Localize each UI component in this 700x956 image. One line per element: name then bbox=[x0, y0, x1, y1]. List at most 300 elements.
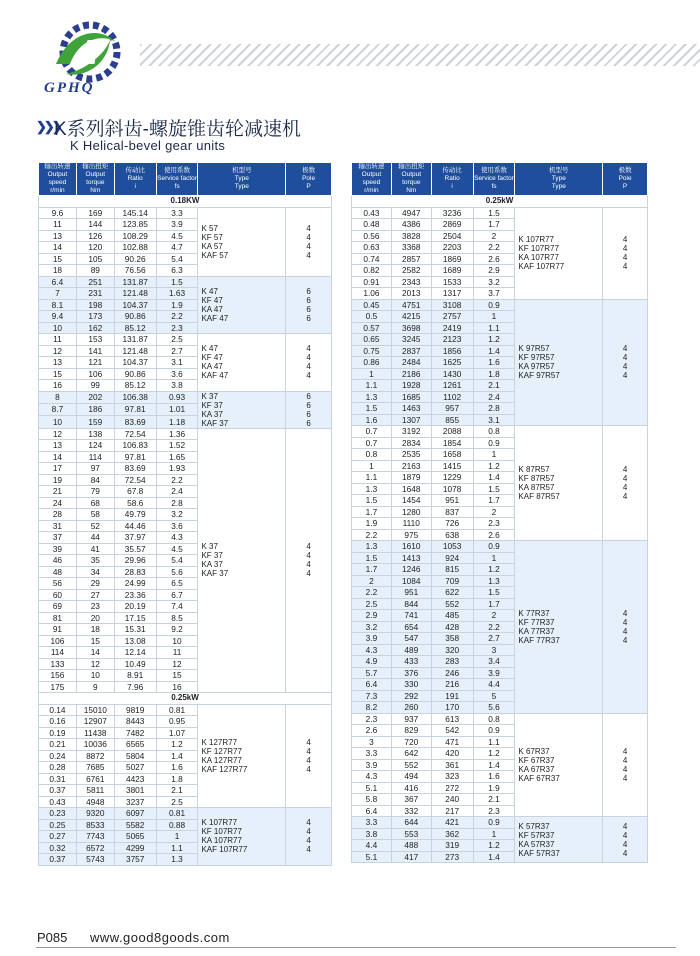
table-cell: 202 bbox=[76, 391, 114, 403]
table-cell: 323 bbox=[431, 771, 473, 783]
table-cell: 138 bbox=[76, 428, 114, 440]
pole-value: 4 bbox=[622, 848, 628, 858]
table-cell: 5027 bbox=[114, 762, 156, 774]
type-label: KF 127R77 bbox=[201, 746, 242, 756]
table-cell: 6.5 bbox=[156, 578, 198, 590]
table-cell: 332 bbox=[391, 805, 431, 817]
table-row bbox=[352, 299, 648, 311]
table-cell: 1.5 bbox=[473, 207, 515, 219]
table-cell: 3.2 bbox=[156, 509, 198, 521]
table-cell: 1317 bbox=[431, 288, 473, 300]
pole-value: 6 bbox=[306, 295, 311, 305]
table-cell: 133 bbox=[39, 658, 77, 670]
table-cell: 1.5 bbox=[352, 495, 392, 507]
table-cell: 1.4 bbox=[473, 472, 515, 484]
pole-value: 4 bbox=[622, 830, 628, 840]
type-label: KA 57R37 bbox=[518, 839, 555, 849]
table-cell: 1.01 bbox=[156, 403, 198, 415]
table-cell: 320 bbox=[431, 644, 473, 656]
table-cell: 4948 bbox=[76, 796, 114, 808]
type-label: KAF 87R57 bbox=[518, 492, 560, 501]
table-cell: 2123 bbox=[431, 334, 473, 346]
table-cell: 9819 bbox=[114, 704, 156, 716]
pole-value: 6 bbox=[306, 286, 311, 296]
table-cell: 0.16 bbox=[39, 716, 77, 728]
pole-value: 4 bbox=[306, 344, 311, 354]
pole-value: 4 bbox=[622, 755, 628, 765]
type-label: KA 107R77 bbox=[518, 253, 559, 262]
type-label: K 57 bbox=[201, 223, 218, 233]
table-cell: 367 bbox=[391, 794, 431, 806]
table-cell: 2757 bbox=[431, 311, 473, 323]
table-cell: 3.9 bbox=[156, 219, 198, 231]
table-cell: 0.9 bbox=[473, 817, 515, 829]
table-cell: 7743 bbox=[76, 831, 114, 843]
type-label: K 127R77 bbox=[201, 737, 238, 747]
table-cell: 3368 bbox=[391, 242, 431, 254]
pole-cell bbox=[286, 391, 332, 428]
table-cell: 1.63 bbox=[156, 288, 198, 300]
table-cell: 2.5 bbox=[156, 334, 198, 346]
type-label: KF 97R57 bbox=[518, 353, 555, 363]
table-cell: 3.1 bbox=[156, 357, 198, 369]
table-cell: 13 bbox=[39, 230, 77, 242]
table-cell: 2.7 bbox=[156, 345, 198, 357]
table-cell: 106.83 bbox=[114, 440, 156, 452]
table-cell: 0.8 bbox=[352, 449, 392, 461]
table-cell: 1413 bbox=[391, 552, 431, 564]
column-header-cn: 输出扭矩 bbox=[82, 163, 109, 170]
table-cell: 3237 bbox=[114, 796, 156, 808]
table-cell: 2 bbox=[473, 610, 515, 622]
type-cell bbox=[198, 428, 286, 693]
table-cell: 1.4 bbox=[473, 759, 515, 771]
type-cell bbox=[515, 817, 603, 863]
table-cell: 4.9 bbox=[352, 656, 392, 668]
pole-value: 4 bbox=[306, 223, 311, 233]
table-cell: 1246 bbox=[391, 564, 431, 576]
pole-value: 4 bbox=[622, 253, 628, 262]
table-cell: 121.48 bbox=[114, 288, 156, 300]
type-label: KF 47 bbox=[201, 353, 223, 363]
table-cell: 416 bbox=[391, 782, 431, 794]
table-cell: 6.4 bbox=[352, 679, 392, 691]
table-cell: 2343 bbox=[391, 276, 431, 288]
table-cell: 1.5 bbox=[156, 276, 198, 288]
table-cell: 12 bbox=[39, 345, 77, 357]
column-header bbox=[156, 163, 198, 196]
table-cell: 4423 bbox=[114, 773, 156, 785]
column-header-en: Ratio bbox=[444, 175, 460, 182]
table-cell: 0.27 bbox=[39, 831, 77, 843]
table-cell: 2.3 bbox=[352, 713, 392, 725]
pole-value: 4 bbox=[306, 362, 311, 372]
pole-value: 4 bbox=[622, 773, 628, 783]
table-cell: 5.1 bbox=[352, 782, 392, 794]
table-cell: 0.75 bbox=[352, 345, 392, 357]
pole-value: 4 bbox=[306, 371, 311, 381]
column-header-cn: 传动比 bbox=[442, 167, 462, 174]
table-cell: 72.54 bbox=[114, 474, 156, 486]
table-cell: 417 bbox=[391, 851, 431, 863]
table-cell: 0.37 bbox=[39, 785, 77, 797]
table-cell: 0.9 bbox=[473, 541, 515, 553]
table-cell: 2.1 bbox=[156, 785, 198, 797]
column-header bbox=[352, 163, 392, 196]
type-label: K 37 bbox=[201, 542, 218, 552]
table-cell: 4.3 bbox=[352, 644, 392, 656]
table-cell: 3 bbox=[473, 644, 515, 656]
pole-value: 4 bbox=[306, 827, 311, 837]
pole-cell bbox=[603, 541, 648, 714]
table-cell: 4.4 bbox=[352, 840, 392, 852]
power-section-row bbox=[39, 196, 332, 208]
table-cell: 553 bbox=[391, 828, 431, 840]
table-cell: 3698 bbox=[391, 322, 431, 334]
table-cell: 0.37 bbox=[39, 854, 77, 866]
table-cell: 28.83 bbox=[114, 566, 156, 578]
right-spec-table bbox=[351, 162, 648, 863]
table-cell: 89 bbox=[76, 265, 114, 277]
table-cell: 5.6 bbox=[156, 566, 198, 578]
pole-value: 6 bbox=[306, 400, 311, 410]
type-cell bbox=[515, 299, 603, 426]
table-cell: 14 bbox=[76, 647, 114, 659]
table-cell: 1084 bbox=[391, 575, 431, 587]
pole-cell bbox=[286, 808, 332, 866]
table-cell: 97.81 bbox=[114, 403, 156, 415]
table-cell: 0.23 bbox=[39, 808, 77, 820]
pole-value: 4 bbox=[622, 362, 628, 372]
table-cell: 13 bbox=[39, 357, 77, 369]
table-cell: 9 bbox=[76, 681, 114, 693]
table-cell: 5065 bbox=[114, 831, 156, 843]
table-cell: 2.4 bbox=[156, 486, 198, 498]
table-cell: 11 bbox=[156, 647, 198, 659]
table-cell: 4.5 bbox=[156, 543, 198, 555]
column-header-unit: r/min bbox=[364, 187, 379, 194]
table-cell: 126 bbox=[76, 230, 114, 242]
table-cell: 2 bbox=[473, 506, 515, 518]
table-cell: 3.6 bbox=[156, 520, 198, 532]
column-header-en: Pole bbox=[302, 175, 316, 182]
table-cell: 21 bbox=[39, 486, 77, 498]
type-label: KA 67R37 bbox=[518, 764, 555, 774]
table-cell: 1689 bbox=[431, 265, 473, 277]
type-label: KAF 37 bbox=[201, 418, 229, 428]
table-cell: 0.21 bbox=[39, 739, 77, 751]
table-cell: 10.49 bbox=[114, 658, 156, 670]
table-cell: 1.65 bbox=[156, 451, 198, 463]
table-cell: 358 bbox=[431, 633, 473, 645]
table-cell: 8533 bbox=[76, 819, 114, 831]
type-label: K 47 bbox=[201, 286, 218, 296]
pole-value: 4 bbox=[306, 241, 311, 251]
table-cell: 2419 bbox=[431, 322, 473, 334]
column-header bbox=[431, 163, 473, 196]
table-cell: 951 bbox=[391, 587, 431, 599]
table-cell: 1.5 bbox=[473, 587, 515, 599]
type-label: K 107R77 bbox=[518, 235, 555, 244]
table-cell: 1.7 bbox=[473, 219, 515, 231]
table-cell: 642 bbox=[391, 748, 431, 760]
chevrons-icon: ❯❯❯ bbox=[36, 119, 60, 134]
table-cell: 97.81 bbox=[114, 451, 156, 463]
table-cell: 58 bbox=[76, 509, 114, 521]
column-header-unit: i bbox=[451, 183, 453, 190]
table-cell: 49.79 bbox=[114, 509, 156, 521]
table-cell: 273 bbox=[431, 851, 473, 863]
table-cell: 83.69 bbox=[114, 416, 156, 428]
table-cell: 1.3 bbox=[156, 854, 198, 866]
pole-value: 4 bbox=[622, 821, 628, 831]
table-cell: 1.4 bbox=[473, 851, 515, 863]
table-cell: 1928 bbox=[391, 380, 431, 392]
table-cell: 169 bbox=[76, 207, 114, 219]
type-label: KF 37 bbox=[201, 400, 223, 410]
table-cell: 37 bbox=[39, 532, 77, 544]
type-cell bbox=[198, 334, 286, 392]
table-cell: 428 bbox=[431, 621, 473, 633]
column-header-en: Output speed bbox=[361, 171, 382, 186]
table-cell: 9.4 bbox=[39, 311, 77, 323]
table-cell: 16 bbox=[156, 681, 198, 693]
table-cell: 105 bbox=[76, 253, 114, 265]
table-cell: 433 bbox=[391, 656, 431, 668]
table-cell: 362 bbox=[431, 828, 473, 840]
type-label: K 87R57 bbox=[518, 465, 550, 474]
column-header-cn: 使用系数 bbox=[480, 167, 507, 174]
column-header-en: Pole bbox=[618, 175, 632, 182]
pole-value: 4 bbox=[306, 569, 311, 579]
table-cell: 3 bbox=[352, 736, 392, 748]
table-cell: 5.7 bbox=[352, 667, 392, 679]
table-cell: 8.5 bbox=[156, 612, 198, 624]
column-header-cn: 机型号 bbox=[232, 167, 252, 174]
type-label: K 37 bbox=[201, 391, 218, 401]
table-cell: 726 bbox=[431, 518, 473, 530]
table-cell: 1685 bbox=[391, 391, 431, 403]
type-label: KAF 77R37 bbox=[518, 635, 560, 645]
table-cell: 2857 bbox=[391, 253, 431, 265]
type-label: KA 107R77 bbox=[201, 836, 242, 846]
page-header bbox=[0, 0, 700, 110]
table-cell: 1.2 bbox=[473, 564, 515, 576]
table-cell: 3.3 bbox=[352, 748, 392, 760]
table-cell: 6.7 bbox=[156, 589, 198, 601]
table-cell: 844 bbox=[391, 598, 431, 610]
pole-value: 4 bbox=[622, 235, 628, 244]
table-cell: 2.1 bbox=[473, 794, 515, 806]
table-cell: 0.43 bbox=[352, 207, 392, 219]
table-cell: 2.2 bbox=[352, 529, 392, 541]
table-cell: 44.46 bbox=[114, 520, 156, 532]
table-cell: 1854 bbox=[431, 437, 473, 449]
table-cell: 330 bbox=[391, 679, 431, 691]
table-cell: 1078 bbox=[431, 483, 473, 495]
table-cell: 1.9 bbox=[473, 782, 515, 794]
table-cell: 2.5 bbox=[352, 598, 392, 610]
type-cell bbox=[198, 704, 286, 808]
table-cell: 44 bbox=[76, 532, 114, 544]
table-cell: 15 bbox=[39, 368, 77, 380]
table-cell: 6565 bbox=[114, 739, 156, 751]
table-cell: 41 bbox=[76, 543, 114, 555]
table-cell: 1261 bbox=[431, 380, 473, 392]
table-cell: 102.88 bbox=[114, 242, 156, 254]
pole-cell bbox=[286, 276, 332, 334]
table-cell: 2186 bbox=[391, 368, 431, 380]
table-cell: 191 bbox=[431, 690, 473, 702]
pole-value: 4 bbox=[622, 746, 628, 756]
type-label: KAF 107R77 bbox=[518, 262, 565, 271]
table-cell: 10 bbox=[39, 416, 77, 428]
table-cell: 2837 bbox=[391, 345, 431, 357]
page-footer bbox=[0, 920, 700, 956]
column-header bbox=[198, 163, 286, 196]
table-cell: 23 bbox=[76, 601, 114, 613]
table-cell: 1.6 bbox=[352, 414, 392, 426]
table-cell: 6572 bbox=[76, 842, 114, 854]
table-cell: 1.18 bbox=[156, 416, 198, 428]
type-label: KA 97R57 bbox=[518, 362, 555, 372]
table-cell: 0.31 bbox=[39, 773, 77, 785]
table-cell: 547 bbox=[391, 633, 431, 645]
table-cell: 7482 bbox=[114, 727, 156, 739]
table-cell: 3.8 bbox=[156, 380, 198, 392]
table-cell: 1.2 bbox=[156, 739, 198, 751]
page-number: P085 bbox=[37, 930, 68, 945]
table-cell: 1.07 bbox=[156, 727, 198, 739]
table-cell: 3.2 bbox=[352, 621, 392, 633]
table-cell: 1.6 bbox=[156, 762, 198, 774]
table-cell: 1648 bbox=[391, 483, 431, 495]
table-cell: 13.08 bbox=[114, 635, 156, 647]
table-cell: 83.69 bbox=[114, 463, 156, 475]
table-cell: 2.7 bbox=[473, 633, 515, 645]
type-label: KF 57 bbox=[201, 232, 223, 242]
table-cell: 9.6 bbox=[39, 207, 77, 219]
table-cell: 1.4 bbox=[473, 345, 515, 357]
table-cell: 13 bbox=[39, 440, 77, 452]
table-cell: 3.8 bbox=[352, 828, 392, 840]
table-cell: 2.6 bbox=[352, 725, 392, 737]
table-cell: 0.19 bbox=[39, 727, 77, 739]
table-cell: 5.4 bbox=[156, 253, 198, 265]
table-cell: 153 bbox=[76, 334, 114, 346]
table-cell: 292 bbox=[391, 690, 431, 702]
table-cell: 4.3 bbox=[156, 532, 198, 544]
table-cell: 16 bbox=[39, 380, 77, 392]
table-cell: 489 bbox=[391, 644, 431, 656]
table-cell: 121 bbox=[76, 357, 114, 369]
type-cell bbox=[198, 276, 286, 334]
table-cell: 1.5 bbox=[352, 403, 392, 415]
table-cell: 131.87 bbox=[114, 276, 156, 288]
table-cell: 162 bbox=[76, 322, 114, 334]
table-cell: 11 bbox=[39, 219, 77, 231]
type-label: KAF 57 bbox=[201, 250, 229, 260]
type-cell bbox=[515, 541, 603, 714]
table-cell: 815 bbox=[431, 564, 473, 576]
table-cell: 28 bbox=[39, 509, 77, 521]
table-cell: 2.9 bbox=[352, 610, 392, 622]
table-cell: 1 bbox=[352, 460, 392, 472]
table-cell: 106 bbox=[39, 635, 77, 647]
table-cell: 2013 bbox=[391, 288, 431, 300]
table-cell: 2.3 bbox=[473, 518, 515, 530]
table-cell: 924 bbox=[431, 552, 473, 564]
table-cell: 99 bbox=[76, 380, 114, 392]
table-cell: 5.6 bbox=[473, 702, 515, 714]
table-cell: 1.9 bbox=[156, 299, 198, 311]
table-cell: 1.2 bbox=[473, 460, 515, 472]
table-cell: 76.56 bbox=[114, 265, 156, 277]
pole-value: 4 bbox=[306, 737, 311, 747]
table-cell: 24.99 bbox=[114, 578, 156, 590]
table-cell: 12 bbox=[76, 658, 114, 670]
table-cell: 91 bbox=[39, 624, 77, 636]
type-label: KA 47 bbox=[201, 362, 223, 372]
table-cell: 27 bbox=[76, 589, 114, 601]
type-label: K 97R57 bbox=[518, 344, 550, 354]
table-cell: 720 bbox=[391, 736, 431, 748]
table-cell: 12 bbox=[156, 658, 198, 670]
table-cell: 951 bbox=[431, 495, 473, 507]
table-cell: 79 bbox=[76, 486, 114, 498]
table-cell: 1 bbox=[156, 831, 198, 843]
column-header-unit: P bbox=[306, 183, 311, 190]
table-cell: 0.81 bbox=[156, 704, 198, 716]
table-cell: 4751 bbox=[391, 299, 431, 311]
table-cell: 837 bbox=[431, 506, 473, 518]
table-cell: 420 bbox=[431, 748, 473, 760]
table-cell: 29.96 bbox=[114, 555, 156, 567]
table-row bbox=[39, 276, 332, 288]
pole-value: 4 bbox=[622, 492, 628, 501]
table-cell: 6.4 bbox=[352, 805, 392, 817]
table-cell: 0.56 bbox=[352, 230, 392, 242]
table-cell: 1.1 bbox=[473, 736, 515, 748]
table-cell: 7685 bbox=[76, 762, 114, 774]
table-cell: 1.2 bbox=[473, 840, 515, 852]
table-cell: 9.2 bbox=[156, 624, 198, 636]
table-cell: 638 bbox=[431, 529, 473, 541]
pole-cell bbox=[603, 426, 648, 541]
table-cell: 9320 bbox=[76, 808, 114, 820]
table-cell: 1.4 bbox=[156, 750, 198, 762]
table-cell: 1 bbox=[473, 552, 515, 564]
table-cell: 8 bbox=[39, 391, 77, 403]
column-header bbox=[39, 163, 77, 196]
power-rating: 0.18KW bbox=[39, 196, 332, 208]
type-cell bbox=[198, 391, 286, 428]
table-cell: 170 bbox=[431, 702, 473, 714]
table-cell: 0.93 bbox=[156, 391, 198, 403]
table-cell: 5.8 bbox=[352, 794, 392, 806]
table-row bbox=[352, 541, 648, 553]
table-cell: 114 bbox=[76, 451, 114, 463]
table-cell: 85.12 bbox=[114, 380, 156, 392]
table-cell: 72.54 bbox=[114, 428, 156, 440]
table-cell: 2.3 bbox=[156, 322, 198, 334]
column-header-en: Ratio bbox=[127, 175, 143, 182]
table-cell: 4.4 bbox=[473, 679, 515, 691]
column-header-en: Output torque bbox=[85, 171, 106, 186]
table-cell: 35.57 bbox=[114, 543, 156, 555]
table-cell: 7 bbox=[39, 288, 77, 300]
table-cell: 0.9 bbox=[473, 437, 515, 449]
